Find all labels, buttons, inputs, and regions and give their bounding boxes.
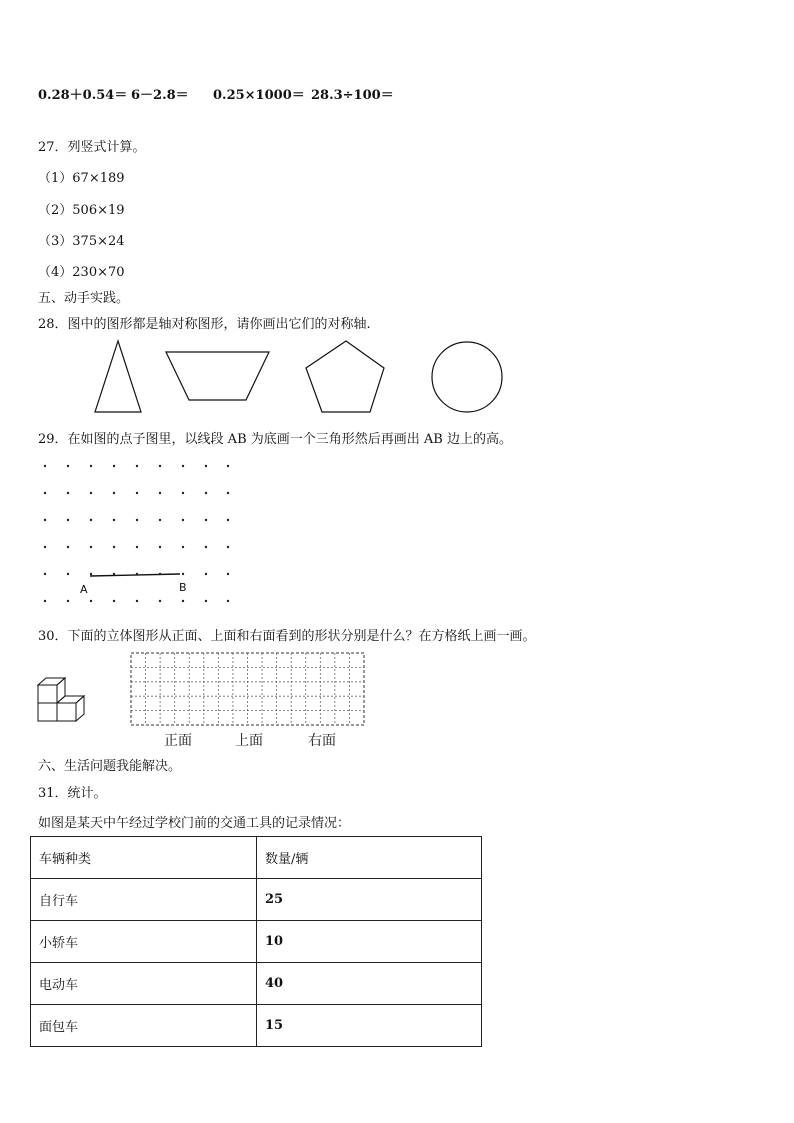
q31-title: 31．统计。 [38, 786, 107, 801]
q27-item-1: （1）67×189 [38, 171, 125, 186]
table-header-cell: 车辆种类 [31, 837, 257, 879]
q27-title: 27．列竖式计算。 [38, 140, 146, 155]
table-row [31, 1005, 482, 1047]
q30-title: 30．下面的立体图形从正面、上面和右面看到的形状分别是什么？在方格纸上画一画。 [38, 629, 536, 644]
view-top-label: 上面 [235, 733, 263, 749]
vehicle-table [30, 836, 482, 1047]
table-cell: 面包车 [31, 1005, 257, 1047]
q31-intro: 如图是某天中午经过学校门前的交通工具的记录情况： [38, 816, 351, 831]
view-front-label: 正面 [164, 733, 192, 749]
table-header-row [31, 837, 482, 879]
table-row [31, 963, 482, 1005]
table-cell: 自行车 [31, 879, 257, 921]
table-cell: 10 [257, 921, 482, 963]
calc-item-3: 0.25×1000＝ [213, 88, 305, 103]
calc-item-2: 6－2.8＝ [131, 88, 189, 103]
table-row [31, 921, 482, 963]
q27-item-3: （3）375×24 [38, 234, 125, 249]
section-6-heading: 六、生活问题我能解决。 [38, 759, 182, 774]
q27-item-2: （2）506×19 [38, 203, 125, 218]
calc-item-4: 28.3÷100＝ [311, 88, 394, 103]
view-right-label: 右面 [308, 733, 336, 749]
q29-title: 29．在如图的点子图里，以线段 AB 为底画一个三角形然后再画出 AB 边上的高。 [38, 432, 512, 447]
calc-item-1: 0.28＋0.54＝ [38, 88, 128, 103]
section-5-heading: 五、动手实践。 [38, 291, 130, 306]
point-a-label: A [80, 583, 88, 596]
q28-title: 28．图中的图形都是轴对称图形，请你画出它们的对称轴. [38, 317, 371, 332]
point-b-label: B [179, 581, 187, 594]
table-cell: 小轿车 [31, 921, 257, 963]
q27-item-4: （4）230×70 [38, 265, 125, 280]
table-cell: 25 [257, 879, 482, 921]
table-row [31, 879, 482, 921]
table-cell: 40 [257, 963, 482, 1005]
table-cell: 15 [257, 1005, 482, 1047]
table-header-cell: 数量/辆 [257, 837, 482, 879]
table-cell: 电动车 [31, 963, 257, 1005]
